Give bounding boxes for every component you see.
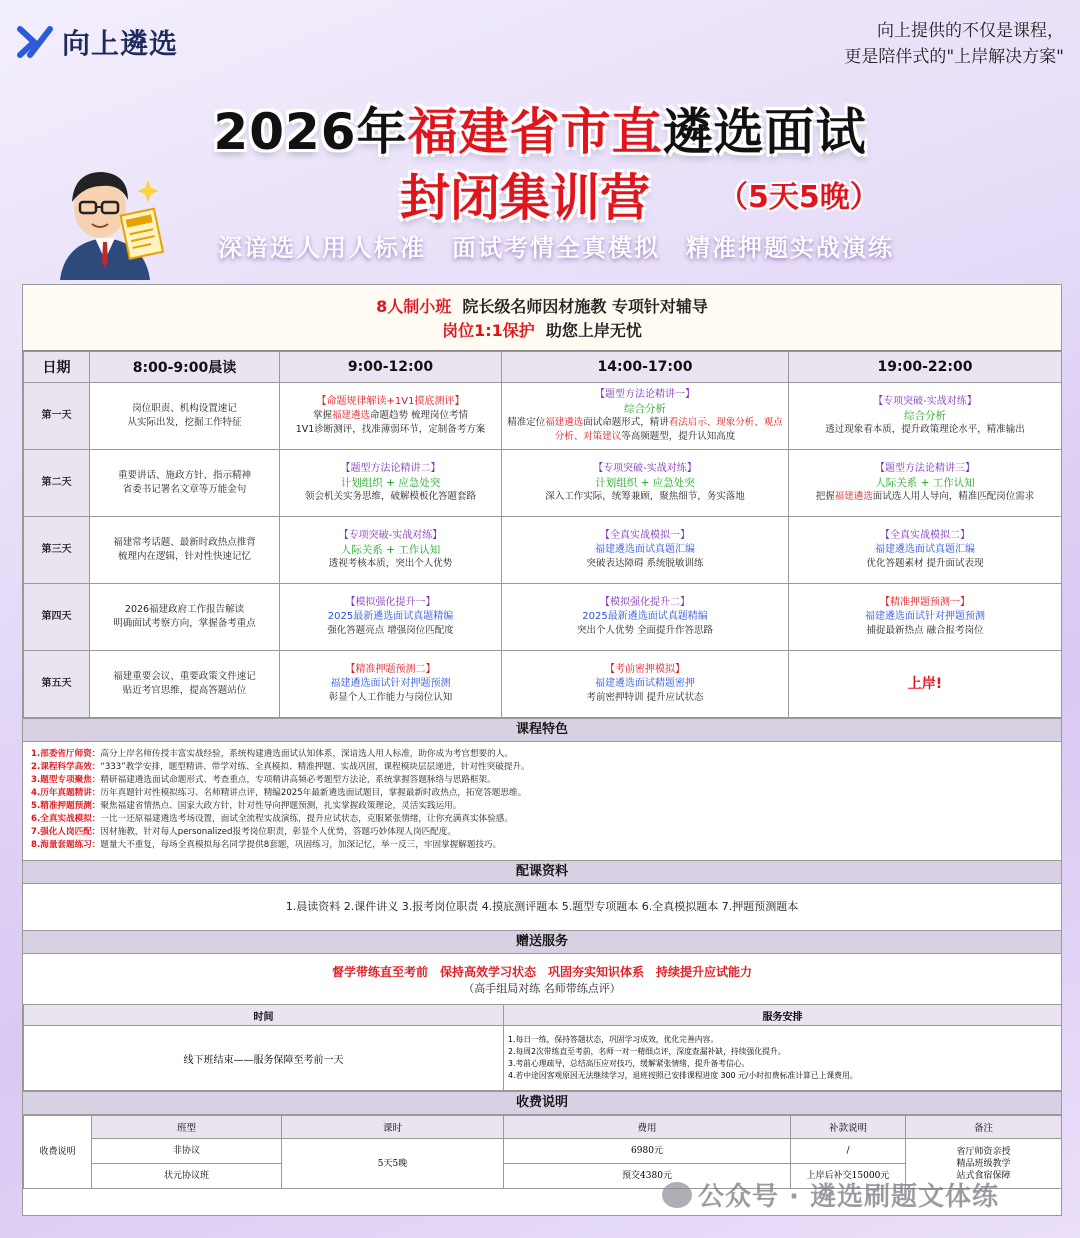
fee-row-label: 收费说明 xyxy=(24,1116,92,1189)
session-cell: 【全真实战模拟二】 福建遴选面试真题汇编 优化答题素材 提升面试表现 xyxy=(789,517,1062,584)
fee-supp: 上岸后补交15000元 xyxy=(791,1164,906,1189)
fee-header-type: 班型 xyxy=(92,1116,282,1139)
table-row xyxy=(24,517,1062,584)
title-camp: 封闭集训营 xyxy=(400,169,650,227)
materials-title: 配课资料 xyxy=(23,860,1061,884)
session-cell: 【专项突破-实战对练】 人际关系 + 工作认知 透视考核本质，突出个人优势 xyxy=(280,517,502,584)
features-list xyxy=(23,742,1061,860)
service-header-plan: 服务安排 xyxy=(504,1005,1062,1026)
promo-banner xyxy=(23,285,1061,351)
promo-success: 助您上岸无忧 xyxy=(545,321,642,340)
list-item: 7.强化人岗匹配：因材施教，针对每人personalized报考岗位职责，彰显个人优势，答题巧妙体现人岗匹配度。 xyxy=(31,827,456,837)
morning-cell: 岗位职责、机构设置速记 从实际出发，挖掘工作特征 xyxy=(90,383,280,450)
watermark xyxy=(662,1176,999,1213)
header-morning: 8:00-9:00晨读 xyxy=(90,352,280,383)
table-row xyxy=(24,651,1062,718)
fee-note: 省厅师资亲授 精品班级教学 站式食宿保障 xyxy=(906,1139,1062,1189)
session-cell: 【专项突破-实战对练】 综合分析 透过现象看本质，提升政策理论水平，精准输出 xyxy=(789,383,1062,450)
brand-logo xyxy=(16,22,178,62)
session-cell: 【题型方法论精讲一】 综合分析 精准定位福建遴选面试命题形式，精讲看法启示、现象分析、观点 分析、对策建议等高频题型，提升认知高度 xyxy=(502,383,789,450)
fee-header-note: 备注 xyxy=(906,1116,1062,1139)
teacher-avatar xyxy=(40,150,170,280)
morning-cell: 2026福建政府工作报告解读 明确面试考察方向，掌握备考重点 xyxy=(90,584,280,651)
slogan-line2: 更是陪伴式的"上岸解决方案" xyxy=(844,47,1064,67)
table-row xyxy=(24,584,1062,651)
success-label: 上岸! xyxy=(907,676,943,692)
session-cell: 【精准押题预测一】 福建遴选面试针对押题预测 捕捉最新热点 融合报考岗位 xyxy=(789,584,1062,651)
session-cell: 【全真实战模拟一】 福建遴选面试真题汇编 突破表达障碍 系统脱敏训练 xyxy=(502,517,789,584)
watermark-text: 公众号 · 遴选刷题文体练 xyxy=(698,1182,999,1212)
service-list: 1.每日一练，保持答题状态，巩固学习成效，优化完善内容。 2.每周2次带练直至考前，名师一对一精细点评，深度查漏补缺，持续强化提升。 3.考前心理疏导，总结高压应对技巧，缓解紧张情绪，提升备考信心。 4.若中途因客观原因无法继续学习，退班按照已安排课程进度 300 元/小时扣费标准计算已上课费用。 xyxy=(504,1026,1062,1091)
day-label: 第三天 xyxy=(24,517,90,584)
table-row xyxy=(24,1139,1062,1164)
fee-header-hours: 课时 xyxy=(282,1116,504,1139)
service-time: 线下班结束——服务保障至考前一天 xyxy=(24,1026,504,1091)
service-header-row xyxy=(24,1005,1062,1026)
title-exam: 遴选面试 xyxy=(662,103,867,161)
promo-line2 xyxy=(23,319,1061,343)
promo-teachers: 院长级名师因材施教 专项针对辅导 xyxy=(462,297,708,316)
promo-protection: 岗位1:1保护 xyxy=(442,321,535,340)
slogan xyxy=(844,18,1064,70)
session-cell: 【模拟强化提升一】 2025最新遴选面试真题精编 强化答题亮点 增强岗位匹配度 xyxy=(280,584,502,651)
list-item: 3.题型专项聚焦：精研福建遴选面试命题形式、考查重点，专项精讲高频必考题型方法论，系统掌握答题脉络与思路框架。 xyxy=(31,775,496,785)
service-table xyxy=(23,1004,1062,1091)
logo-x-icon xyxy=(16,25,56,59)
morning-cell: 重要讲话、施政方针、指示精神 省委书记署名文章等万能金句 xyxy=(90,450,280,517)
gift-services xyxy=(23,954,1061,1004)
session-cell: 【专项突破-实战对练】 计划组织 + 应急处突 深入工作实际，统筹兼顾，聚焦细节，务实落地 xyxy=(502,450,789,517)
title-year: 2026年 xyxy=(213,103,408,161)
fee-supp: / xyxy=(791,1139,906,1164)
promo-line1 xyxy=(23,295,1061,319)
schedule-card xyxy=(22,284,1062,1216)
session-cell: 【考前密押模拟】 福建遴选面试精题密押 考前密押特训 提升应试状态 xyxy=(502,651,789,718)
brand-name: 向上遴选 xyxy=(62,27,179,60)
wechat-icon xyxy=(662,1182,692,1208)
table-row xyxy=(24,450,1062,517)
title-region: 福建省市直 xyxy=(407,103,663,161)
promo-small-class: 8人制小班 xyxy=(376,297,452,316)
fee-type: 状元协议班 xyxy=(92,1164,282,1189)
gift-highlights: 督学带练直至考前 保持高效学习状态 巩固夯实知识体系 持续提升应试能力 xyxy=(331,965,752,979)
list-item: 4.历年真题精讲：历年真题针对性模拟练习、名师精讲点评，精编2025年最新遴选面试题目，掌握最新时政热点，拓宽答题思维。 xyxy=(31,788,527,798)
title-duration: （5天5晚） xyxy=(718,180,880,215)
list-item: 1.部委省厅师资：高分上岸名师传授丰富实战经验，系统构建遴选面试认知体系，深谙选人用人标准，助你成为考官想要的人。 xyxy=(31,749,513,759)
list-item: 5.精准押题预测：聚焦福建省情热点、国家大政方针，针对性导向押题预测，扎实掌握政策理论，灵活实践运用。 xyxy=(31,801,462,811)
day-label: 第二天 xyxy=(24,450,90,517)
fee-header-supp: 补款说明 xyxy=(791,1116,906,1139)
session-cell: 【模拟强化提升二】 2025最新遴选面试真题精编 突出个人优势 全面提升作答思路 xyxy=(502,584,789,651)
header-date: 日期 xyxy=(24,352,90,383)
service-header-time: 时间 xyxy=(24,1005,504,1026)
fee-price: 预交4380元 xyxy=(504,1164,791,1189)
fee-header-price: 费用 xyxy=(504,1116,791,1139)
day-label: 第五天 xyxy=(24,651,90,718)
schedule-table xyxy=(23,351,1062,718)
table-row xyxy=(24,1026,1062,1091)
session-cell: 【题型方法论精讲二】 计划组织 + 应急处突 领会机关实务思维，破解模板化答题套路 xyxy=(280,450,502,517)
slogan-line1: 向上提供的不仅是课程， xyxy=(877,21,1064,41)
table-row xyxy=(24,383,1062,450)
fees-title: 收费说明 xyxy=(23,1091,1061,1115)
morning-cell: 福建常考话题、最新时政热点推背 梳理内在逻辑，针对性快速记忆 xyxy=(90,517,280,584)
features-title: 课程特色 xyxy=(23,718,1061,742)
fee-header-row xyxy=(24,1116,1062,1139)
header-am: 9:00-12:00 xyxy=(280,352,502,383)
header-night: 19:00-22:00 xyxy=(789,352,1062,383)
list-item: 6.全真实战模拟：一比一还原福建遴选考场设置，面试全流程实战演练，提升应试状态，克服紧张情绪，让你充满真实体验感。 xyxy=(31,814,513,824)
session-cell xyxy=(789,651,1062,718)
session-cell: 【精准押题预测二】 福建遴选面试针对押题预测 彰显个人工作能力与岗位认知 xyxy=(280,651,502,718)
session-cell: 【命题规律解读+1V1摸底测评】 掌握福建遴选命题趋势 梳理岗位考情 1V1诊断测评，找准薄弱环节，定制备考方案 xyxy=(280,383,502,450)
tagline: 深谙选人用人标准 面试考情全真模拟 精准押题实战演练 xyxy=(218,233,894,262)
gift-title: 赠送服务 xyxy=(23,930,1061,954)
materials-list: 1.晨读资料 2.课件讲义 3.报考岗位职责 4.摸底测评题本 5.题型专项题本 6.全真模拟题本 7.押题预测题本 xyxy=(285,900,799,913)
header-pm: 14:00-17:00 xyxy=(502,352,789,383)
fee-hours: 5天5晚 xyxy=(282,1139,504,1189)
schedule-header-row xyxy=(24,352,1062,383)
fee-type: 非协议 xyxy=(92,1139,282,1164)
session-cell: 【题型方法论精讲三】 人际关系 + 工作认知 把握福建遴选面试选人用人导向，精准匹配岗位需求 xyxy=(789,450,1062,517)
list-item: 8.海量套题练习：题量大不重复，每场全真模拟每名同学提供8套题，巩固练习，加深记忆，举一反三，牢固掌握解题技巧。 xyxy=(31,840,502,850)
morning-cell: 福建重要会议、重要政策文件速记 贴近考官思维，提高答题站位 xyxy=(90,651,280,718)
list-item: 2.课程科学高效：“333”教学安排，题型精讲、带学对练、全真模拟、精准押题、实战巩固，课程模块层层递进，针对性突破提升。 xyxy=(31,762,530,772)
day-label: 第四天 xyxy=(24,584,90,651)
day-label: 第一天 xyxy=(24,383,90,450)
fee-price: 6980元 xyxy=(504,1139,791,1164)
gift-subtitle: （高手组局对练 名师带练点评） xyxy=(463,982,621,995)
